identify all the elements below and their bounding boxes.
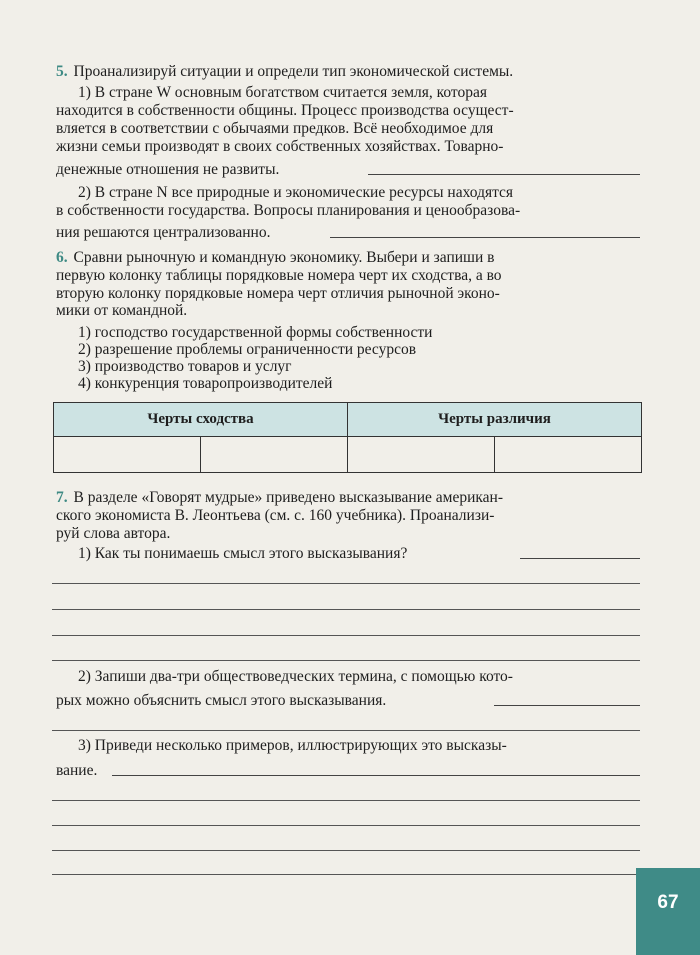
task5-p2-line: 2) В стране N все природные и экономические ресурсы находятся <box>78 184 514 201</box>
task7-question-2: рых можно объяснить смысл этого высказывания. <box>56 692 387 709</box>
task6-line: мики от командной. <box>56 302 188 319</box>
task5-p1-line: денежные отношения не развиты. <box>56 161 280 178</box>
answer-line[interactable] <box>52 825 640 826</box>
task5-p2-line: в собственности государства. Вопросы планирования и ценообразова- <box>56 202 521 219</box>
page-number: 67 <box>636 868 700 955</box>
table-cell[interactable] <box>495 437 642 473</box>
answer-line[interactable] <box>52 635 640 636</box>
answer-line-5-1[interactable] <box>368 174 640 175</box>
task6-item: 2) разрешение проблемы ограниченности ресурсов <box>78 341 417 358</box>
task7-line: 7. В разделе «Говорят мудрые» приведено высказывание американ- <box>56 489 504 506</box>
task7-question-3: вание. <box>56 762 98 779</box>
answer-line[interactable] <box>52 730 640 731</box>
table-cell[interactable] <box>348 437 495 473</box>
answer-line-7-1[interactable] <box>520 558 640 559</box>
answer-line[interactable] <box>52 583 640 584</box>
answer-line-7-2[interactable] <box>494 705 640 706</box>
task5-p1-line: жизни семьи производят в своих собственных хозяйствах. Товарно- <box>56 138 504 155</box>
task5-p1-line: вляется в соответствии с обычаями предков. Всё необходимое для <box>56 120 494 137</box>
answer-line[interactable] <box>52 609 640 610</box>
task7-number: 7. <box>56 489 68 506</box>
task6-number: 6. <box>56 249 68 266</box>
task5-title: 5. Проанализируй ситуации и определи тип экономической системы. <box>56 63 514 80</box>
task7-question-1: 1) Как ты понимаешь смысл этого высказывания? <box>78 545 408 562</box>
task6-line: вторую колонку порядковые номера черт отличия рыночной эконо- <box>56 285 500 302</box>
table-cell[interactable] <box>201 437 348 473</box>
answer-line[interactable] <box>52 660 640 661</box>
task5-p1-line: находится в собственности общины. Процесс производства осущест- <box>56 102 514 119</box>
table-header-similarities: Черты сходства <box>54 403 348 437</box>
task7-question-3: 3) Приведи несколько примеров, иллюстрирующих это высказы- <box>78 737 507 754</box>
answer-line[interactable] <box>52 874 640 875</box>
table-cell[interactable] <box>54 437 201 473</box>
task5-p2-line: ния решаются централизованно. <box>56 224 271 241</box>
task7-line: ского экономиста В. Леонтьева (см. с. 160 учебника). Проанализи- <box>56 507 495 524</box>
answer-line[interactable] <box>52 800 640 801</box>
task6-item: 3) производство товаров и услуг <box>78 358 292 375</box>
task6-line: первую колонку таблицы порядковые номера черт их сходства, а во <box>56 267 502 284</box>
task6-line: 6. Сравни рыночную и командную экономику. Выбери и запиши в <box>56 249 495 266</box>
table-header-differences: Черты различия <box>348 403 642 437</box>
answer-line-5-2[interactable] <box>330 237 640 238</box>
task7-line: руй слова автора. <box>56 525 171 542</box>
task6-item: 4) конкуренция товаропроизводителей <box>78 375 333 392</box>
answer-line[interactable] <box>52 850 640 851</box>
task5-number: 5. <box>56 63 68 80</box>
comparison-table <box>53 402 642 473</box>
task6-item: 1) господство государственной формы собственности <box>78 324 433 341</box>
answer-line-7-3[interactable] <box>112 775 640 776</box>
task5-p1-line: 1) В стране W основным богатством считается земля, которая <box>78 84 487 101</box>
task7-question-2: 2) Запиши два-три обществоведческих термина, с помощью кото- <box>78 668 513 685</box>
